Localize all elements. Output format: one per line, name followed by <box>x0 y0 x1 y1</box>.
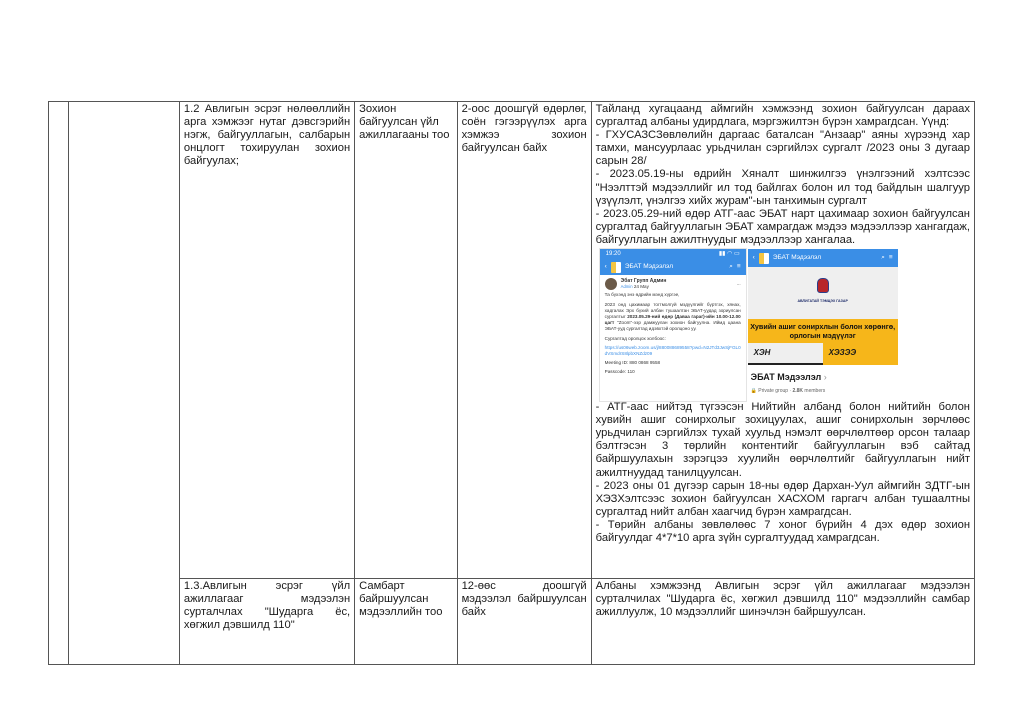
table-row <box>49 102 975 579</box>
signal-wifi-battery-icon: ▮▮ ◠ ▭ <box>718 251 740 258</box>
menu-icon: ≡ <box>888 254 893 262</box>
activity-cell: 1.3.Авлигын эсрэг үйл ажиллагааг мэдээлэн сурталчлах "Шударга ёс, хөгжил дэвшилд 110" <box>179 579 354 665</box>
emblem-icon <box>817 278 829 293</box>
zoom-link: https://us06web.zoom.us/j/88008868955​8?pwd=N2JTd3JwSjFGL0dVSmdrS8lpbXNZdz09 <box>604 344 741 357</box>
report-paragraph: - ГХУСАЗСЗөвлөлийн даргаас баталсан "Анзаар" аяны хүрээнд хар тамхи, мансуурлаас урьдчилан сэргийлэх сургалт /2023 оны 3 дугаар сарын 28/ <box>595 129 970 168</box>
cover-labels: ХЭН ХЭЗЭЭ <box>748 343 898 365</box>
report-cell <box>591 102 974 579</box>
indicator-cell: Самбарт байршуулсан мэдээллийн тоо <box>355 579 457 665</box>
group-icon <box>611 262 621 273</box>
activity-cell: 1.2 Авлигын эсрэг нөлөөллийн арга хэмжээг нутаг дэвсгэрийн нэгж, байгууллагын, салбарын онцлогт тохируулан зохион байгуулах; <box>179 102 354 579</box>
lock-icon: 🔒 <box>750 388 757 395</box>
report-table <box>48 101 975 665</box>
search-icon: ⌕ <box>881 254 885 262</box>
report-paragraph: - 2023 оны 01 дүгээр сарын 18-ны өдөр Дархан-Уул аймгийн ЗДТГ-ын ХЭЗХэлтсээс зохион байгуулсан ХАСХОМ гаргагч албан тушаалтны сургалтад нийт албан хаагчид бүрэн хамрагдсан. <box>595 479 970 518</box>
goal-cell <box>69 102 180 665</box>
index-cell <box>49 102 69 665</box>
report-paragraph: - 2023.05.19-ны өдрийн Хяналт шинжилгээ үнэлгээний хэлтсээс "Нээлттэй мэдээллийг ил тод байлгах болон ил тод байдлын шалгуур үзүүлэлт, үнэлгээ хийх журам"-ын танхимын сургалт <box>595 168 970 207</box>
avatar <box>605 278 617 290</box>
back-chevron-icon: ‹ <box>604 263 607 271</box>
group-nav-bar: ‹ ЭБАТ Мэдээлэл ⌕ ≡ <box>748 249 898 267</box>
more-icon: ... <box>736 281 741 287</box>
embedded-screenshots <box>596 249 970 399</box>
search-icon: ⌕ <box>729 263 733 271</box>
group-icon <box>759 253 769 264</box>
target-cell: 12-өөс доошгүй мэдээлэл байршуулсан байх <box>457 579 591 665</box>
report-paragraph: - АТГ-аас нийтэд түгээсэн Нийтийн албанд болон нийтийн болон хувийн ашиг сонирхолыг зохицуулах, ашиг сонирхолын зөрчлөөс урьдчилан сэргийлэх тухай хуульд нэмэлт өөрчлөлтөөр орсон талаар бэлтгэсэн 3 төрлийн контентийг байгууллагын вэб сайтад байршуулахын зэрэгцээ хуулийн өөрчлөлтийг байгууллагын нийт ажилтнуудад танилцуулсан. <box>595 401 970 479</box>
indicator-cell: Зохион байгуулсан үйл ажиллагааны тоо <box>355 102 457 579</box>
report-cell: Албаны хэмжээнд Авлигын эсрэг үйл ажиллагааг мэдээлэн сурталчилах "Шударга ёс, хөгжил дэвшилд 110" мэдээллийн самбар ажиллуулж, 10 мэдээллийг шинэчлэн байршуулсан. <box>591 579 974 665</box>
target-cell: 2-оос доошгүй өдөрлөг, соён гэгээрүүлэх арга хэмжээ зохион байгуулсан байх <box>457 102 591 579</box>
table-row <box>49 579 975 665</box>
menu-icon: ≡ <box>736 263 741 271</box>
report-paragraph: Тайланд хугацаанд аймгийн хэмжээнд зохион байгуулсан дараах сургалтад албаны удирдлага, мэргэжилтэн бүрэн хамрагдсан. Үүнд: <box>595 103 970 129</box>
chevron-right-icon: › <box>823 372 827 383</box>
facebook-post-screenshot <box>600 249 746 401</box>
cover-headline: Хувийн ашиг сонирхлын болон хөрөнгө, орлогын мэдүүлэг <box>748 319 898 343</box>
group-cover: АВЛИГАТАЙ ТЭМЦЭХ ГАЗАР <box>748 267 898 319</box>
group-post: Эбат Групп Админ Admin 24 May ... Та бүхэнд энэ өдрийн мэнд хүргэе, 2023 онд цахимаар тогтмолгүй мэдүүлгийг бүртгэх, хянах, хадгалах Эрх бүхий албан тушаалтан ЭБАТ-уудад зориулсан сургалтыг 2023.05.29-ний өдөр (Даваа гараг)-ийн 10.00-12.00 цагт "Zoom"-ээр дамжуулан зохион байгуулна. Иймд цаана ЭБАТ-ууд сургалтад идэвхтэй оролцоно уу. Сургалтад оролцох холбоос: https://us06web.zoom.us/j/88008868955​8?pwd=N2JTd3JwSjFGL0dVSmdrS8lpbXNZdz09 Meeting ID: 880 0868 9558 Passcode: 110 <box>604 278 741 375</box>
report-paragraph: - Төрийн албаны зөвлөлөөс 7 хоног бүрийн 4 дэх өдөр зохион байгуулдаг 4*7*10 арга зүйн сургалтуудад хамрагдсан. <box>595 518 970 544</box>
group-nav-bar: ‹ ЭБАТ Мэдээлэл ⌕ ≡ <box>600 259 746 275</box>
report-paragraph: - 2023.05.29-ний өдөр АТГ-аас ЭБАТ нарт цахимаар зохион байгуулсан сургалтад байгууллагын ЭБАТ хамрагдаж мэдээ мэдээллээр хангагдаж, байгууллагын ажилтнуудыг мэдээллээр хангалаа. <box>595 207 970 246</box>
phone-status-bar: 19:20 ▮▮ ◠ ▭ <box>600 249 746 259</box>
facebook-group-screenshot: ‹ ЭБАТ Мэдээлэл ⌕ ≡ АВЛИГАТАЙ ТЭМЦЭХ ГАЗАР Хувийн ашиг сонирхлын болон хөрөнгө, орлогын мэдүүлэг ХЭН ХЭЗЭЭ ЭБАТ Мэдээлэл › 🔒 Private group · 2.8K members <box>748 249 898 399</box>
back-chevron-icon: ‹ <box>752 254 755 262</box>
